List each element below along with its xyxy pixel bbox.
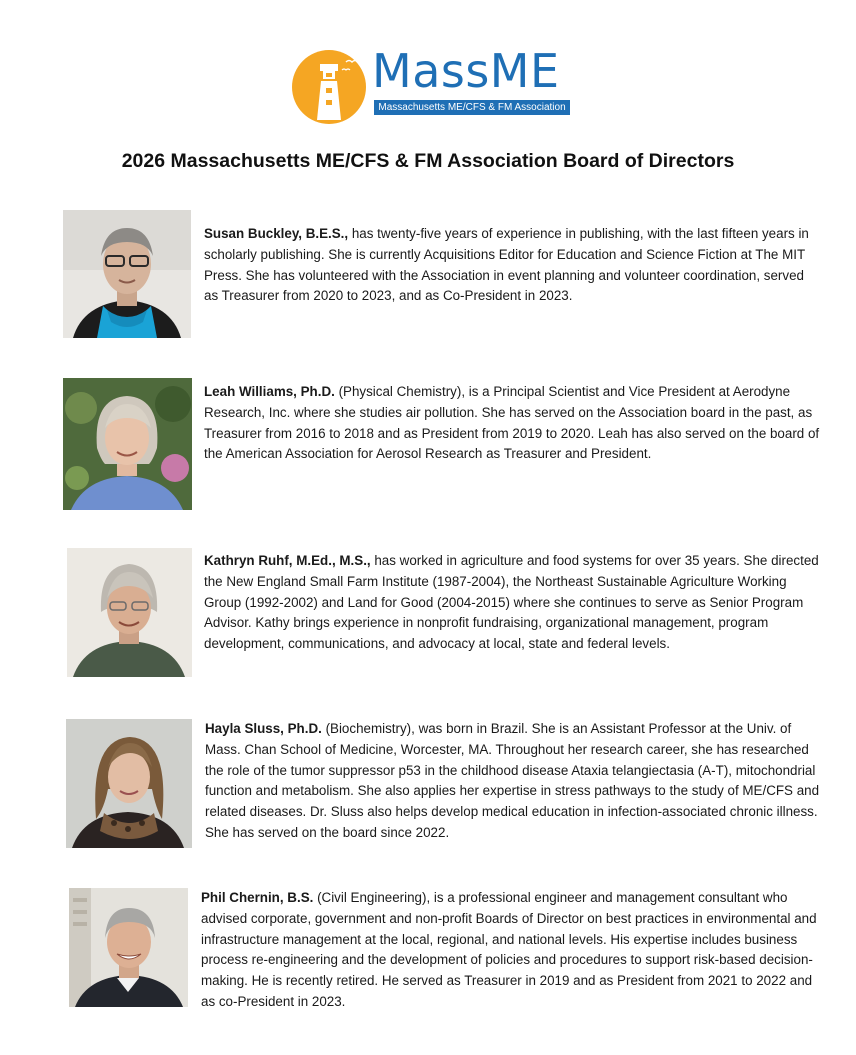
member-name: Kathryn Ruhf, M.Ed., M.S.,	[204, 553, 371, 568]
member-photo	[69, 888, 188, 1007]
member-name: Phil Chernin, B.S.	[201, 890, 314, 905]
member-photo	[63, 378, 192, 510]
member-bio-text: has twenty-five years of experience in publishing, with the last fifteen years in scholarly publishing. She is currently Acquisitions Editor for Education and Science Fiction at The MIT Press. She has volunteered with the Association in event planning and volunteer coordination, served as Treasurer from 2020 to 2023, and as Co-President in 2023.	[204, 226, 809, 304]
member-bio	[204, 382, 822, 465]
logo-tagline: Massachusetts ME/CFS & FM Association	[374, 100, 570, 115]
member-bio	[201, 888, 817, 1013]
member-photo	[66, 719, 192, 848]
member-photo	[63, 210, 191, 338]
lighthouse-sun-icon	[290, 48, 368, 126]
member-name: Leah Williams, Ph.D.	[204, 384, 335, 399]
member-name: Hayla Sluss, Ph.D.	[205, 721, 322, 736]
member-bio-text: has worked in agriculture and food systems for over 35 years. She directed the New England Small Farm Institute (1987-2004), the Northeast Sustainable Agriculture Working Group (1992-2002) and Land for Good (2004-2015) where she continues to serve as Senior Program Advisor. Kathy brings experience in nonprofit fundraising, organizational management, program development, communications, and advocacy at local, state and federal levels.	[204, 553, 819, 652]
member-bio-text: (Biochemistry), was born in Brazil. She is an Assistant Professor at the Univ. of Mass. Chan School of Medicine, Worcester, MA. Throughout her research career, she has researched the role of the tumor suppressor p53 in the childhood disease Ataxia telangiectasia (A-T), mitochondrial function and metabolism. She also applies her expertise in stress pathways to the study of ME/CFS and related diseases. Dr. Sluss also helps develop medical education in infection-associated chronic illness. She has served on the board since 2022.	[205, 721, 820, 840]
massme-logo	[290, 44, 580, 126]
member-bio-text: (Civil Engineering), is a professional engineer and management consultant who advised corporate, government and non-profit Boards of Director on best practices in environmental and infrastructure management at the local, regional, and national levels. His expertise includes business process re-engineering and the development of policies and procedures to support risk-based decision-making. He is recently retired. He served as Treasurer in 2019 and as President from 2021 to 2022 and as co-President in 2023.	[201, 890, 817, 1009]
member-photo	[67, 548, 192, 677]
member-name: Susan Buckley, B.E.S.,	[204, 226, 349, 241]
member-bio-text: (Physical Chemistry), is a Principal Scientist and Vice President at Aerodyne Research, Inc. where she studies air pollution. She has served on the Association board in the past, as Treasurer from 2016 to 2018 and as President from 2019 to 2020. Leah has also served on the board of the American Association for Aerosol Research as Treasurer and President.	[204, 384, 820, 462]
member-bio	[205, 719, 825, 844]
page-title: 2026 Massachusetts ME/CFS & FM Association Board of Directors	[121, 150, 735, 172]
member-bio	[204, 551, 824, 655]
member-bio	[204, 224, 814, 307]
logo-wordmark: MassME	[372, 44, 560, 98]
